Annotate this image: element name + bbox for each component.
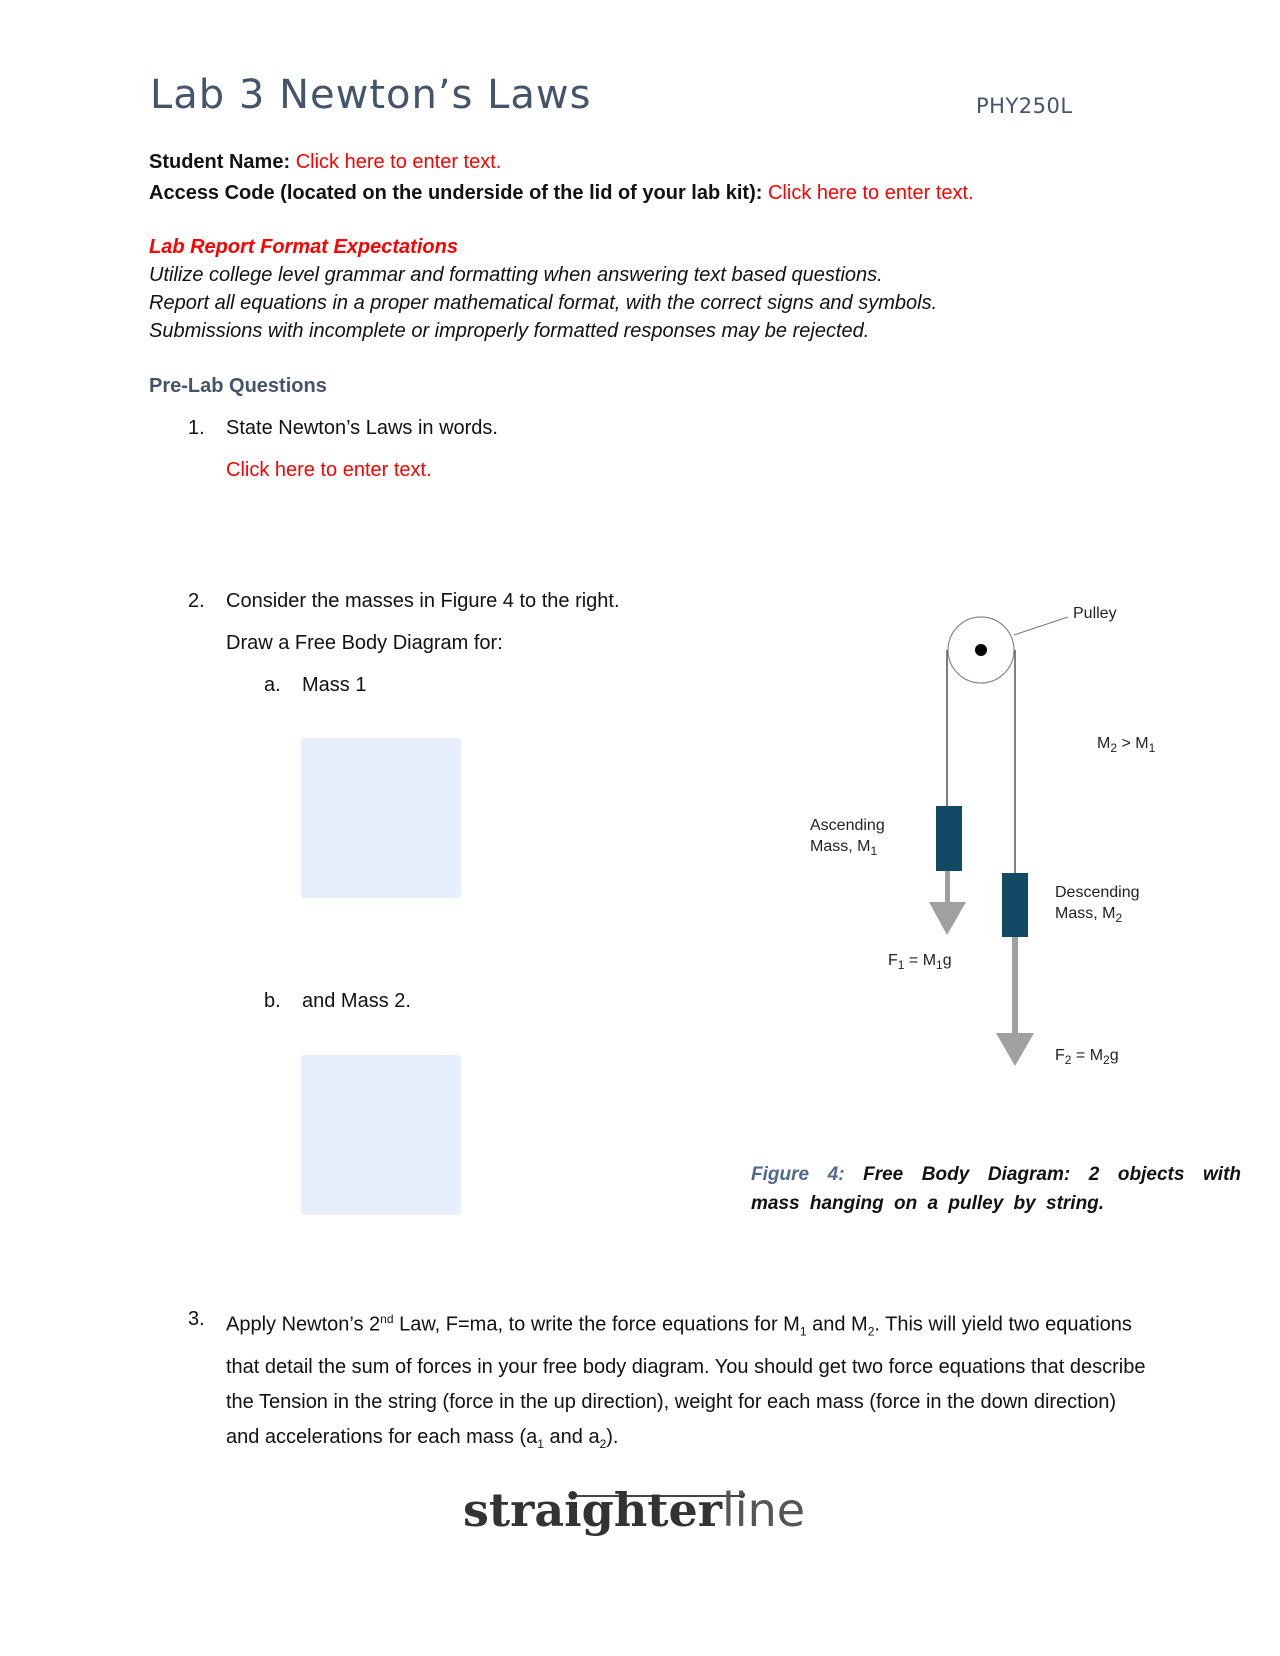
- figure-caption-text: Free Body Diagram: 2 objects with mass hanging on a pulley by string.: [751, 1164, 1241, 1214]
- expectation-line-1: Utilize college level grammar and formatting when answering text based questions.: [149, 264, 883, 286]
- figure-number: Figure 4:: [751, 1164, 845, 1185]
- question-1-answer-field[interactable]: Click here to enter text.: [226, 459, 432, 481]
- question-2b-label: and Mass 2.: [302, 990, 411, 1012]
- expectation-line-2: Report all equations in a proper mathematical format, with the correct signs and symbols.: [149, 292, 938, 314]
- descending-mass-label: Descending Mass, $M_2$: [1055, 884, 1140, 926]
- question-2b-letter: b.: [264, 990, 281, 1012]
- question-2-text: Consider the masses in Figure 4 to the right.: [226, 590, 620, 612]
- question-1-number: 1.: [188, 417, 205, 439]
- figure-caption: [751, 1160, 1241, 1218]
- force-2-label: $F_2 = M_2g$: [1055, 1047, 1119, 1068]
- pulley-label: Pulley: [1073, 605, 1117, 622]
- student-name-label: Student Name:: [149, 151, 291, 173]
- expectations-heading: Lab Report Format Expectations: [149, 236, 458, 258]
- question-3-text: Apply Newton’s 2nd Law, F=ma, to write the force equations for $M_1$ and $M_2$. This will yield two equations that detail the sum of forces in your free body diagram. You should get two force equations that describe the Tension in the string (force in the up direction), weight for each mass (force in the down direction) and accelerations for each mass ($a_1$ and $a_2$).: [226, 1312, 1146, 1451]
- page-title: Lab 3 Newton’s Laws: [150, 72, 592, 118]
- student-name-field[interactable]: Click here to enter text.: [295, 151, 502, 173]
- mass-2-block: [1002, 873, 1028, 937]
- force-1-label: $F_1 = M_1g$: [888, 952, 952, 973]
- access-code-field[interactable]: Click here to enter text.: [767, 182, 974, 204]
- question-2a-label: Mass 1: [302, 674, 367, 696]
- access-code-label: Access Code (located on the underside of the lid of your lab kit):: [149, 182, 763, 204]
- question-2-subtext: Draw a Free Body Diagram for:: [226, 632, 503, 654]
- straighterline-logo: straighterline: [463, 1483, 806, 1537]
- prelab-heading: Pre-Lab Questions: [149, 375, 327, 397]
- question-2-number: 2.: [188, 590, 205, 612]
- question-2a-letter: a.: [264, 674, 281, 696]
- question-3: [188, 1302, 1148, 1462]
- ascending-mass-label: Ascending Mass, $M_1$: [810, 817, 885, 859]
- expectation-line-3: Submissions with incomplete or improperly formatted responses may be rejected.: [149, 320, 870, 342]
- mass-1-block: [936, 806, 962, 871]
- mass-relation-label: $M_2 > M_1$: [1097, 735, 1156, 756]
- question-1-text: State Newton’s Laws in words.: [226, 417, 498, 439]
- question-3-number: 3.: [188, 1308, 205, 1330]
- course-code: PHY250L: [976, 94, 1073, 118]
